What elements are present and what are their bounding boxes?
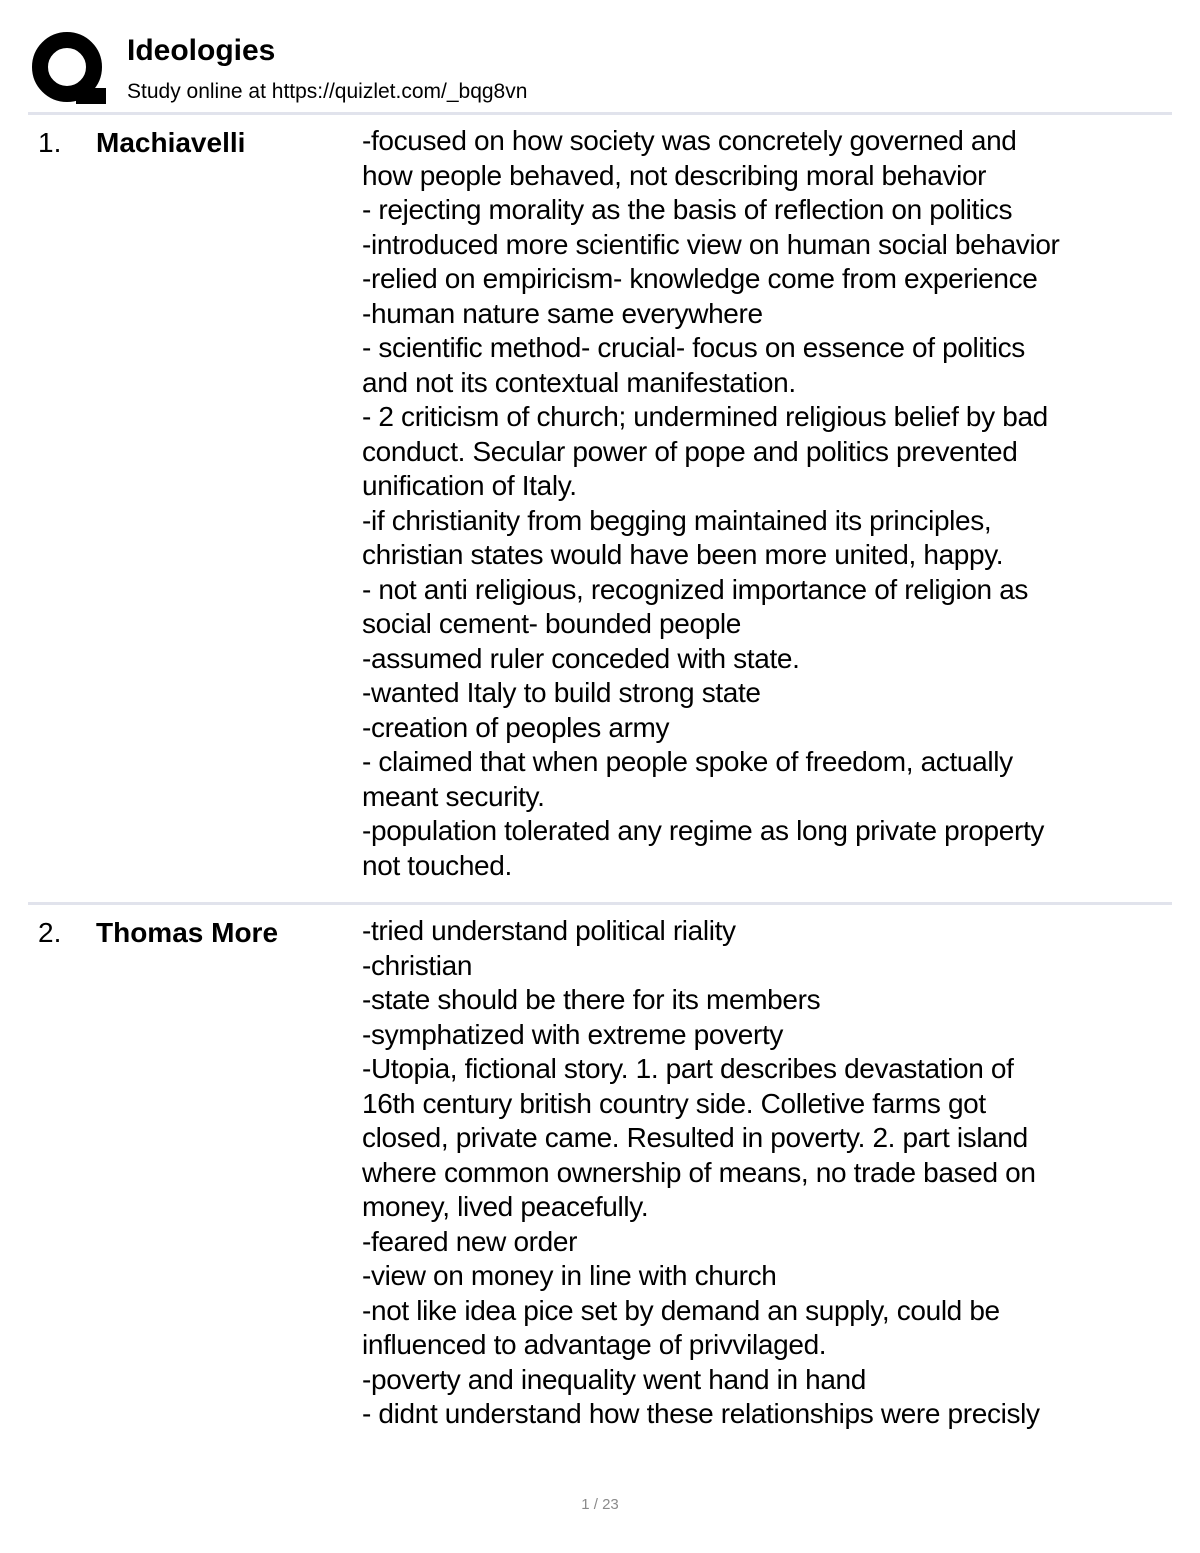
definition-line: - didnt understand how these relationships were precisly xyxy=(362,1398,1040,1429)
definition-line: -population tolerated any regime as long private property xyxy=(362,815,1045,846)
card-definition xyxy=(362,124,1182,883)
set-title: Ideologies xyxy=(127,34,276,67)
definition-line: christian states would have been more united, happy. xyxy=(362,539,1004,570)
definition-line: -not like idea pice set by demand an supply, could be xyxy=(362,1294,1000,1326)
page-header xyxy=(0,0,1200,114)
definition-line: influenced to advantage of privvilaged. xyxy=(362,1329,827,1360)
definition-line: meant security. xyxy=(362,780,545,812)
definition-line: -human nature same everywhere xyxy=(362,297,763,329)
definition-line: -assumed ruler conceded with state. xyxy=(362,642,800,674)
definition-line: closed, private came. Resulted in poverty. 2. part island xyxy=(362,1122,1028,1153)
definition-line: and not its contextual manifestation. xyxy=(362,366,796,398)
card-divider xyxy=(28,902,1172,905)
definition-line: how people behaved, not describing moral behavior xyxy=(362,159,987,191)
definition-line: -tried understand political riality xyxy=(362,915,736,946)
definition-line: -wanted Italy to build strong state xyxy=(362,677,761,708)
header-divider xyxy=(28,112,1172,115)
definition-line: -christian xyxy=(362,949,473,981)
definition-line: - scientific method- crucial- focus on essence of politics xyxy=(362,332,1025,363)
definition-line: where common ownership of means, no trade based on xyxy=(362,1156,1036,1188)
definition-line: - not anti religious, recognized importance of religion as xyxy=(362,573,1029,605)
definition-line: 16th century british country side. Colletive farms got xyxy=(362,1087,986,1119)
definition-line: social cement- bounded people xyxy=(362,608,742,639)
definition-line: -symphatized with extreme poverty xyxy=(362,1018,784,1050)
definition-line: - claimed that when people spoke of freedom, actually xyxy=(362,746,1013,777)
card-number: 1. xyxy=(38,127,62,158)
definition-line: -focused on how society was concretely governed and xyxy=(362,125,1017,156)
definition-line: -if christianity from begging maintained its principles, xyxy=(362,504,992,536)
card-term: Machiavelli xyxy=(96,127,246,158)
definition-line: -poverty and inequality went hand in hand xyxy=(362,1363,867,1395)
definition-line: -feared new order xyxy=(362,1225,578,1257)
quizlet-logo-icon xyxy=(30,30,106,106)
card-number: 2. xyxy=(38,917,62,948)
definition-line: - rejecting morality as the basis of reflection on politics xyxy=(362,194,1013,225)
definition-line: -creation of peoples army xyxy=(362,711,670,743)
definition-line: - 2 criticism of church; undermined religious belief by bad xyxy=(362,401,1048,432)
card-definition xyxy=(362,914,1182,1432)
definition-line: -relied on empiricism- knowledge come from experience xyxy=(362,263,1038,294)
definition-line: -introduced more scientific view on human social behavior xyxy=(362,228,1060,260)
page-indicator: 1 / 23 xyxy=(581,1496,619,1513)
definition-line: money, lived peacefully. xyxy=(362,1191,649,1222)
card-term: Thomas More xyxy=(96,917,279,948)
definition-line: not touched. xyxy=(362,849,512,881)
definition-line: -Utopia, fictional story. 1. part describes devastation of xyxy=(362,1053,1014,1084)
definition-line: conduct. Secular power of pope and politics prevented xyxy=(362,435,1018,467)
definition-line: -state should be there for its members xyxy=(362,984,821,1015)
study-online-link[interactable]: Study online at https://quizlet.com/_bqg8vn xyxy=(127,80,528,103)
definition-line: -view on money in line with church xyxy=(362,1260,777,1291)
definition-line: unification of Italy. xyxy=(362,470,577,501)
